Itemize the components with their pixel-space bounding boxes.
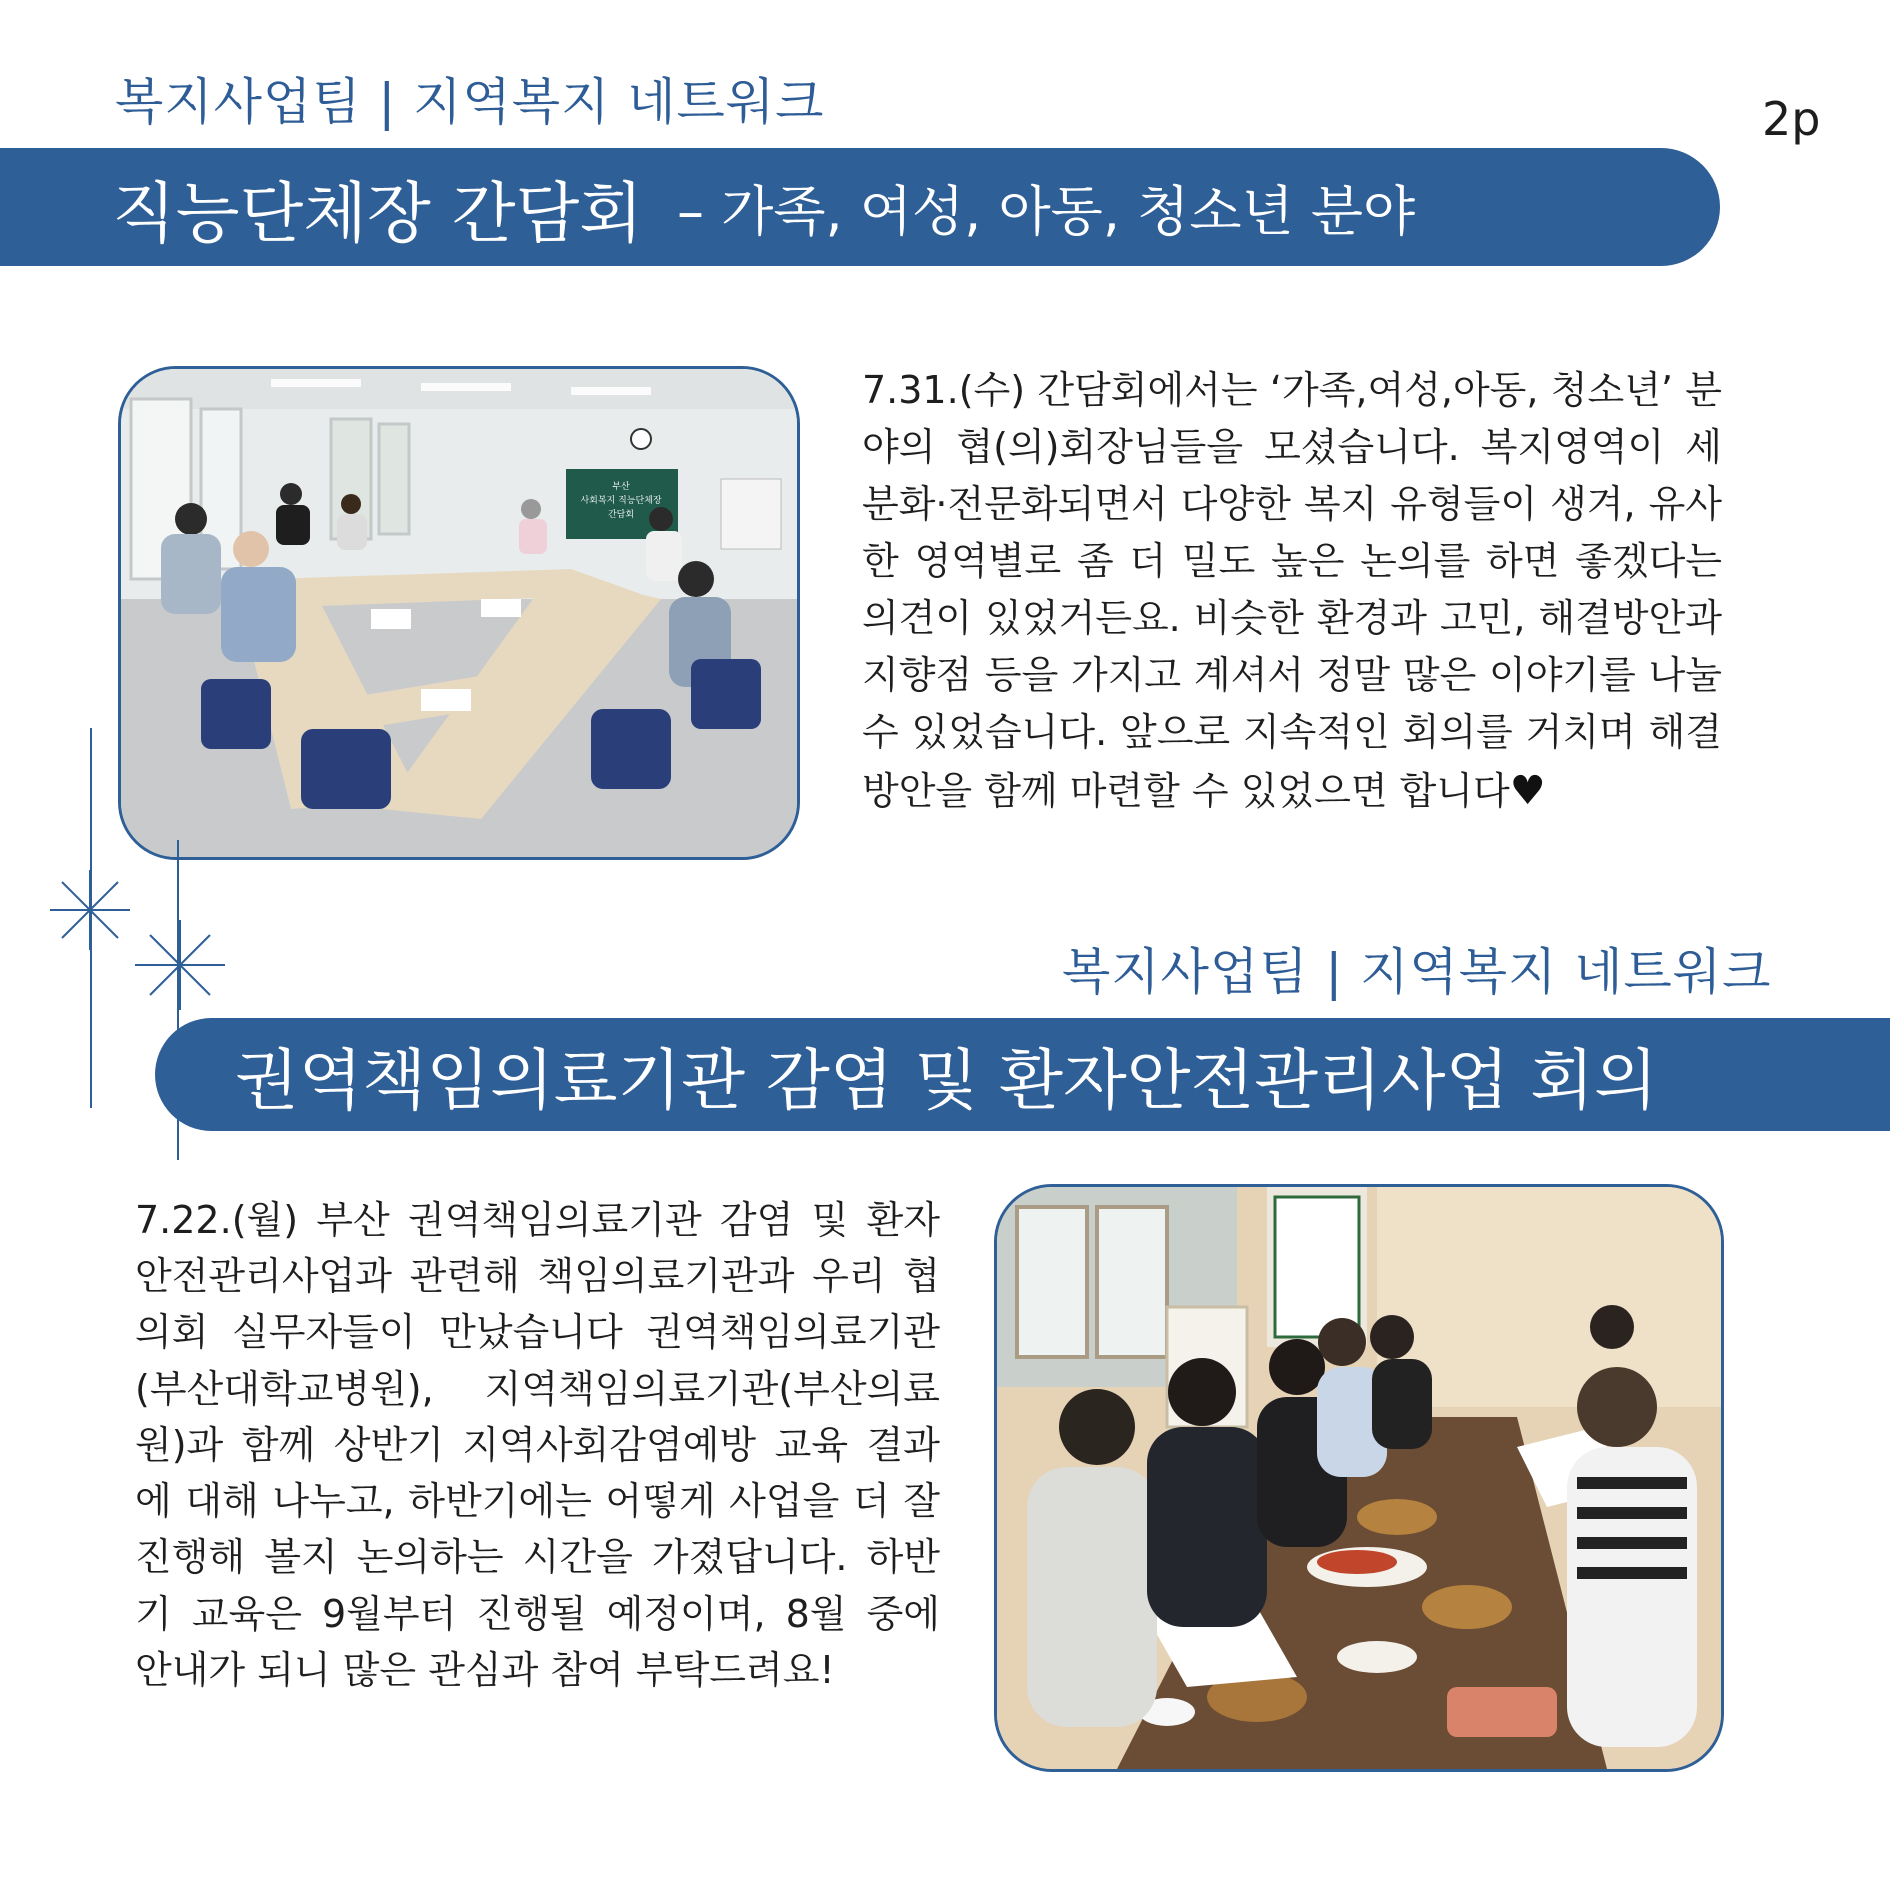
section2-photo <box>994 1184 1724 1772</box>
section1-title-banner <box>0 148 1720 266</box>
page-number: 2p <box>1762 92 1821 146</box>
section2-team-label: 복지사업팀 | 지역복지 네트워크 <box>1062 943 1772 1001</box>
screen-text-3: 간담회 <box>607 510 635 520</box>
section2-body <box>135 1192 940 1698</box>
section1-title: 직능단체장 간담회 <box>112 174 644 252</box>
section1-team-label: 복지사업팀 | 지역복지 네트워크 <box>115 73 825 131</box>
meeting-room-illustration <box>121 369 797 857</box>
section1-photo <box>118 366 800 860</box>
section1-body-text: 7.31.(수) 간담회에서는 ‘가족,여성,아동, 청소년’ 분야의 협(의)회장님들을 모셨습니다. 복지영역이 세분화·전문화되면서 다양한 복지 유형들이 생겨, 유사한 영역별로 좀 더 밀도 높은 논의를 하면 좋겠다는 의견이 있었거든요. 비슷한 환경과 고민, 해결방안과 지향점 등을 가지고 계셔서 정말 많은 이야기를 나눌 수 있었습니다. 앞으로 지속적인 회의를 거치며 해결방안을 함께 마련할 수 있었으면 합니다 <box>862 368 1722 813</box>
section1-subtitle: – 가족, 여성, 아동, 청소년 분야 <box>677 179 1416 243</box>
screen-text-1: 부산 <box>612 482 630 492</box>
heart-icon: ♥ <box>1509 768 1546 814</box>
section2-body-text: 7.22.(월) 부산 권역책임의료기관 감염 및 환자안전관리사업과 관련해 책임의료기관과 우리 협의회 실무자들이 만났습니다 권역책임의료기관(부산대학교병원), 지역책임의료기관(부산의료원)과 함께 상반기 지역사회감염예방 교육 결과에 대해 나누고, 하반기에는 어떻게 사업을 더 잘 진행해 볼지 논의하는 시간을 가졌답니다. 하반기 교육은 9월부터 진행될 예정이며, 8월 중에 안내가 되니 많은 관심과 참여 부탁드려요! <box>135 1198 940 1692</box>
screen-text-2: 사회복지 직능단체장 <box>580 496 662 506</box>
restaurant-meeting-illustration <box>997 1187 1721 1769</box>
section2-title-banner <box>155 1018 1890 1131</box>
sparkle-icon <box>40 860 240 1020</box>
section1-body <box>862 362 1722 821</box>
section2-title: 권역책임의료기관 감염 및 환자안전관리사업 회의 <box>235 1042 1658 1119</box>
